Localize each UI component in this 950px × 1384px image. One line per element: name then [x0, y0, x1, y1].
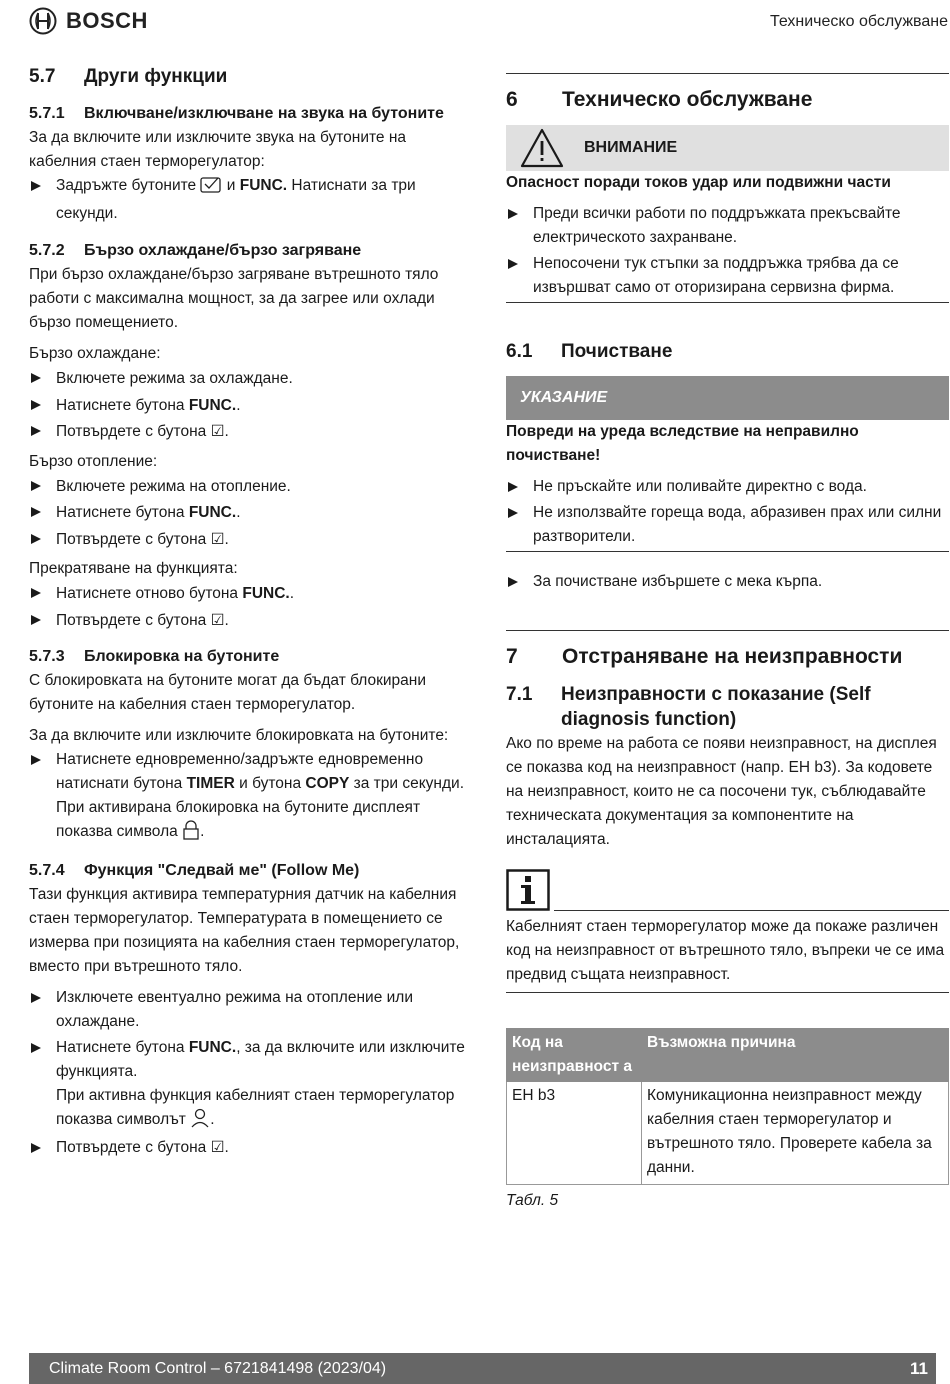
section-5-7-2-text: При бързо охлаждане/бързо загряване вътрешното тяло работи с максимална мощност, за да загрее или охлади бързо помещението.: [29, 266, 439, 331]
section-5-7-4-heading: 5.7.4 Функция "Следвай ме" (Follow Me): [29, 862, 360, 879]
info-block: [506, 869, 949, 911]
heating-steps: [29, 474, 471, 554]
warning-banner: [506, 125, 949, 171]
page-footer: [29, 1353, 936, 1384]
section-5-7-heading: 5.7 Други функции: [29, 66, 228, 87]
person-icon: [190, 1108, 210, 1136]
list-item: Преди всички работи по поддръжката прекъсвайте електрическото захранване.: [506, 202, 949, 250]
list-item: Не използвайте гореща вода, абразивен прах или силни разтворители.: [506, 501, 949, 549]
list-item: Включете режима на отопление.: [29, 474, 471, 501]
footer-doc-id: Climate Room Control – 6721841498 (2023/04): [49, 1359, 387, 1377]
list-item: Натиснете бутона FUNC..: [29, 500, 471, 527]
list-item: Натиснете едновременно/задръжте едновременно натиснати бутона TIMER и бутона COPY за три секунди. При активирана блокировка на бутоните дисплеят показва символа .: [29, 748, 471, 848]
divider: [506, 630, 949, 631]
stop-label: Прекратяване на функцията:: [29, 560, 238, 577]
warning-triangle-icon: [520, 128, 564, 168]
divider: [506, 551, 949, 552]
header-section-title: Техническо обслужване: [769, 13, 948, 30]
section-5-7-3-steps: [29, 748, 471, 848]
section-5-7-3-text2: За да включите или изключите блокировката на бутоните:: [29, 727, 449, 744]
list-item: Изключете евентуално режима на отопление или охлаждане.: [29, 986, 471, 1034]
column-header-cause: Възможна причина: [642, 1029, 949, 1082]
divider: [506, 73, 949, 74]
notice-label: УКАЗАНИЕ: [520, 389, 608, 406]
list-item: Потвърдете с бутона ☑.: [29, 419, 471, 446]
cooling-steps: [29, 366, 471, 446]
heating-label: Бързо отопление:: [29, 452, 158, 470]
table-row: [507, 1082, 949, 1185]
list-item: Потвърдете с бутона ☑.: [29, 527, 471, 554]
warning-steps: [506, 202, 949, 300]
section-7-1-heading: 7.1 Неизправности с показание (Self diagnosis function): [506, 684, 871, 730]
warning-label: ВНИМАНИЕ: [584, 139, 678, 156]
brand-name: BOSCH: [66, 8, 148, 33]
list-item: Задръжте бутоните и FUNC. Натиснати за три секунди.: [29, 174, 471, 226]
notice-steps: [506, 475, 949, 549]
cooling-label: Бързо охлаждане:: [29, 345, 161, 362]
cleaning-steps: [506, 570, 949, 594]
section-5-7-2-heading: 5.7.2 Бързо охлаждане/бързо загряване: [29, 242, 362, 259]
list-item: Включете режима за охлаждане.: [29, 366, 471, 393]
fault-cause-cell: Комуникационна неизправност между кабелния стаен терморегулатор и вътрешното тяло. Проверете кабела за данни.: [642, 1082, 949, 1185]
left-column: [29, 62, 471, 1160]
section-7-1-text: Ако по време на работа се появи неизправност, на дисплея се показва код на неизправност (напр. EH b3). За кодовете на неизправност, които не са посочени тук, съблюдавайте техническата документация за компонентите на инсталацията.: [506, 735, 937, 848]
table-caption: Табл. 5: [506, 1192, 559, 1209]
notice-banner: [506, 376, 949, 420]
divider: [506, 992, 949, 993]
section-6-heading: 6 Техническо обслужване: [506, 88, 813, 111]
page-number: 11: [910, 1358, 928, 1378]
list-item: Непосочени тук стъпки за поддръжка трябва да се извършват само от оторизирана сервизна фирма.: [506, 252, 949, 300]
column-header-code: Код на неизправност а: [507, 1029, 642, 1082]
section-5-7-3-text1: С блокировката на бутоните могат да бъдат блокирани бутоните на кабелния стаен терморегулатор.: [29, 672, 427, 713]
section-5-7-1-text: За да включите или изключите звука на бутоните на кабелния стаен терморегулатор:: [29, 129, 407, 170]
list-item: Натиснете бутона FUNC..: [29, 393, 471, 420]
list-item: Потвърдете с бутона ☑.: [29, 608, 471, 635]
list-item: Потвърдете с бутона ☑.: [29, 1136, 471, 1160]
section-5-7-4-steps: [29, 986, 471, 1160]
section-5-7-4-text: Тази функция активира температурния датчик на кабелния стаен терморегулатор. Температурата в помещението се измерва при позицията на кабелния стаен терморегулатор, вместо при вътрешното тяло.: [29, 886, 460, 975]
bosch-logo: [29, 7, 148, 35]
table-header-row: [507, 1029, 949, 1082]
section-5-7-1-heading: 5.7.1 Включване/изключване на звука на бутоните: [29, 105, 444, 122]
info-icon: [506, 869, 550, 911]
section-6-1-heading: 6.1 Почистване: [506, 341, 673, 362]
info-text: Кабелният стаен терморегулатор може да покаже различен код на неизправност от вътрешното тяло, въпреки че се има предвид същата неизправност.: [506, 918, 945, 983]
warning-headline: Опасност поради токов удар или подвижни части: [506, 174, 891, 191]
divider: [506, 302, 949, 303]
list-item: За почистване избършете с мека кърпа.: [506, 570, 949, 594]
stop-steps: [29, 581, 471, 634]
checkmark-mode-icon: [200, 176, 222, 202]
list-item: Натиснете бутона FUNC., за да включите или изключите функцията. При активна функция кабелният стаен терморегулатор показва символът .: [29, 1036, 471, 1136]
list-item: Не пръскайте или поливайте директно с вода.: [506, 475, 949, 499]
notice-headline: Повреди на уреда вследствие на неправилно почистване!: [506, 423, 859, 464]
bosch-armature-icon: [29, 7, 57, 35]
fault-code-cell: EH b3: [507, 1082, 642, 1185]
right-column: [506, 73, 949, 1213]
section-5-7-1-steps: [29, 174, 471, 226]
list-item: Натиснете отново бутона FUNC..: [29, 581, 471, 608]
section-5-7-3-heading: 5.7.3 Блокировка на бутоните: [29, 648, 280, 665]
fault-table: [506, 1028, 949, 1185]
section-7-heading: 7 Отстраняване на неизправности: [506, 645, 903, 668]
divider: [554, 910, 949, 911]
lock-icon: [182, 820, 200, 848]
